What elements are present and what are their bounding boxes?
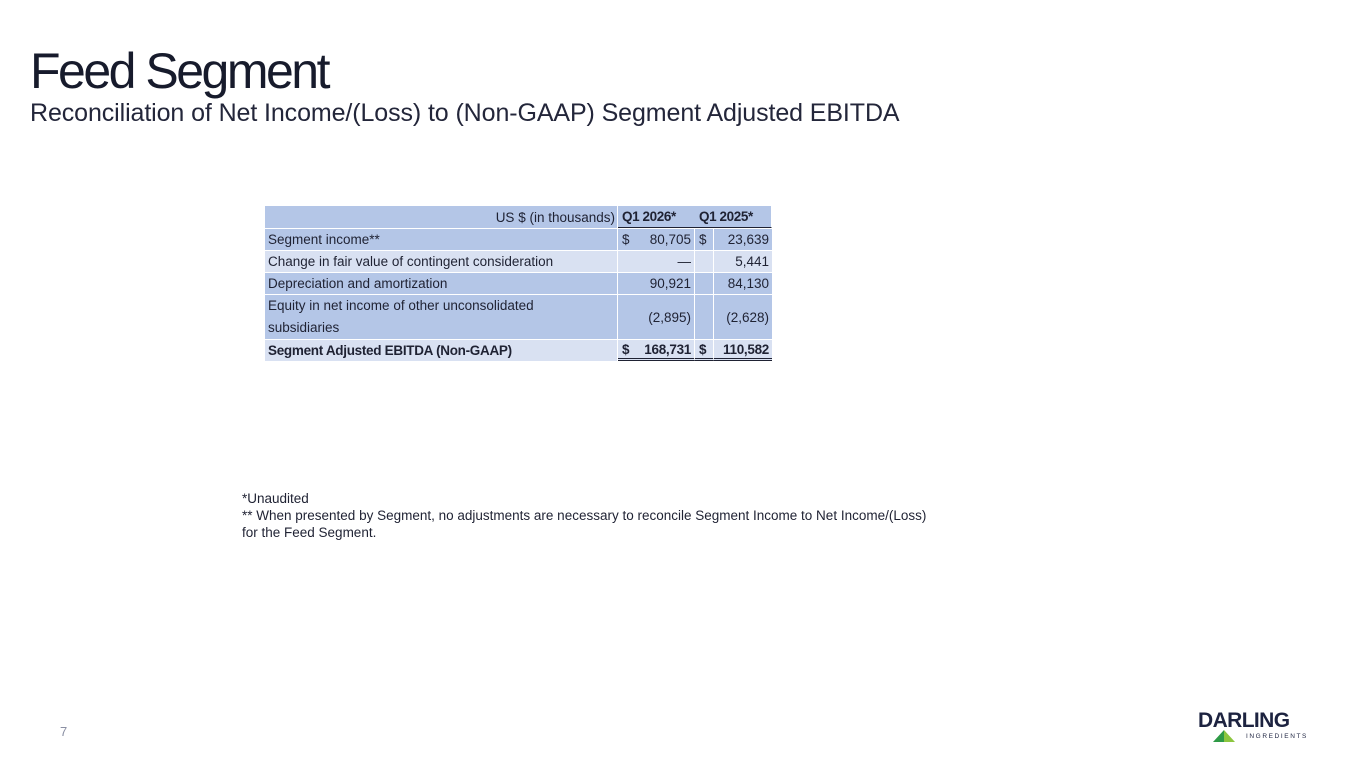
value-q1-2026: — xyxy=(637,250,695,272)
value-q1-2025: 5,441 xyxy=(714,250,772,272)
leaf-triangle-icon xyxy=(1213,730,1235,742)
currency-symbol xyxy=(695,272,714,294)
page-subtitle: Reconciliation of Net Income/(Loss) to (Non-GAAP) Segment Adjusted EBITDA xyxy=(30,99,900,127)
value-q1-2026: 80,705 xyxy=(637,228,695,250)
row-label: Change in fair value of contingent consideration xyxy=(265,250,618,272)
footnotes xyxy=(242,490,932,541)
footnote-segment: ** When presented by Segment, no adjustments are necessary to reconcile Segment Income to Net Income/(Loss) for the Feed Segment. xyxy=(242,508,927,540)
currency-symbol xyxy=(618,272,637,294)
table-total-row xyxy=(265,339,772,361)
header-units-label: US $ (in thousands) xyxy=(265,206,618,228)
table-row xyxy=(265,272,772,294)
value-q1-2026: (2,895) xyxy=(637,294,695,339)
value-q1-2026: 168,731 xyxy=(637,339,695,361)
currency-symbol xyxy=(695,250,714,272)
value-q1-2025: (2,628) xyxy=(714,294,772,339)
footnote-unaudited: *Unaudited xyxy=(242,491,309,506)
header-q1-2025: Q1 2025* xyxy=(695,206,772,228)
row-label-line-1: Equity in net income of other unconsolidated xyxy=(268,298,534,313)
row-label: Depreciation and amortization xyxy=(265,272,618,294)
currency-symbol: $ xyxy=(618,228,637,250)
table-row xyxy=(265,294,772,339)
value-q1-2025: 23,639 xyxy=(714,228,772,250)
darling-ingredients-logo xyxy=(1198,709,1310,743)
leaf-dark-shape xyxy=(1213,730,1224,742)
page-title: Feed Segment xyxy=(30,43,328,99)
logo-wordmark: DARLING xyxy=(1198,709,1290,732)
row-label-line-2: subsidiaries xyxy=(268,320,340,335)
table-row xyxy=(265,250,772,272)
currency-symbol: $ xyxy=(695,228,714,250)
leaf-light-shape xyxy=(1224,730,1235,742)
currency-symbol xyxy=(618,250,637,272)
value-q1-2026: 90,921 xyxy=(637,272,695,294)
header-q1-2026: Q1 2026* xyxy=(618,206,695,228)
row-label: Segment Adjusted EBITDA (Non-GAAP) xyxy=(265,339,618,361)
table-header-row xyxy=(265,206,772,228)
value-q1-2025: 84,130 xyxy=(714,272,772,294)
page-number: 7 xyxy=(60,724,68,739)
currency-symbol xyxy=(618,294,637,339)
currency-symbol xyxy=(695,294,714,339)
reconciliation-table xyxy=(265,206,772,361)
table-row xyxy=(265,228,772,250)
currency-symbol: $ xyxy=(695,339,714,361)
row-label: Segment income** xyxy=(265,228,618,250)
value-q1-2025: 110,582 xyxy=(714,339,772,361)
logo-tagline: INGREDIENTS xyxy=(1245,733,1308,740)
row-label xyxy=(265,294,618,339)
currency-symbol: $ xyxy=(618,339,637,361)
